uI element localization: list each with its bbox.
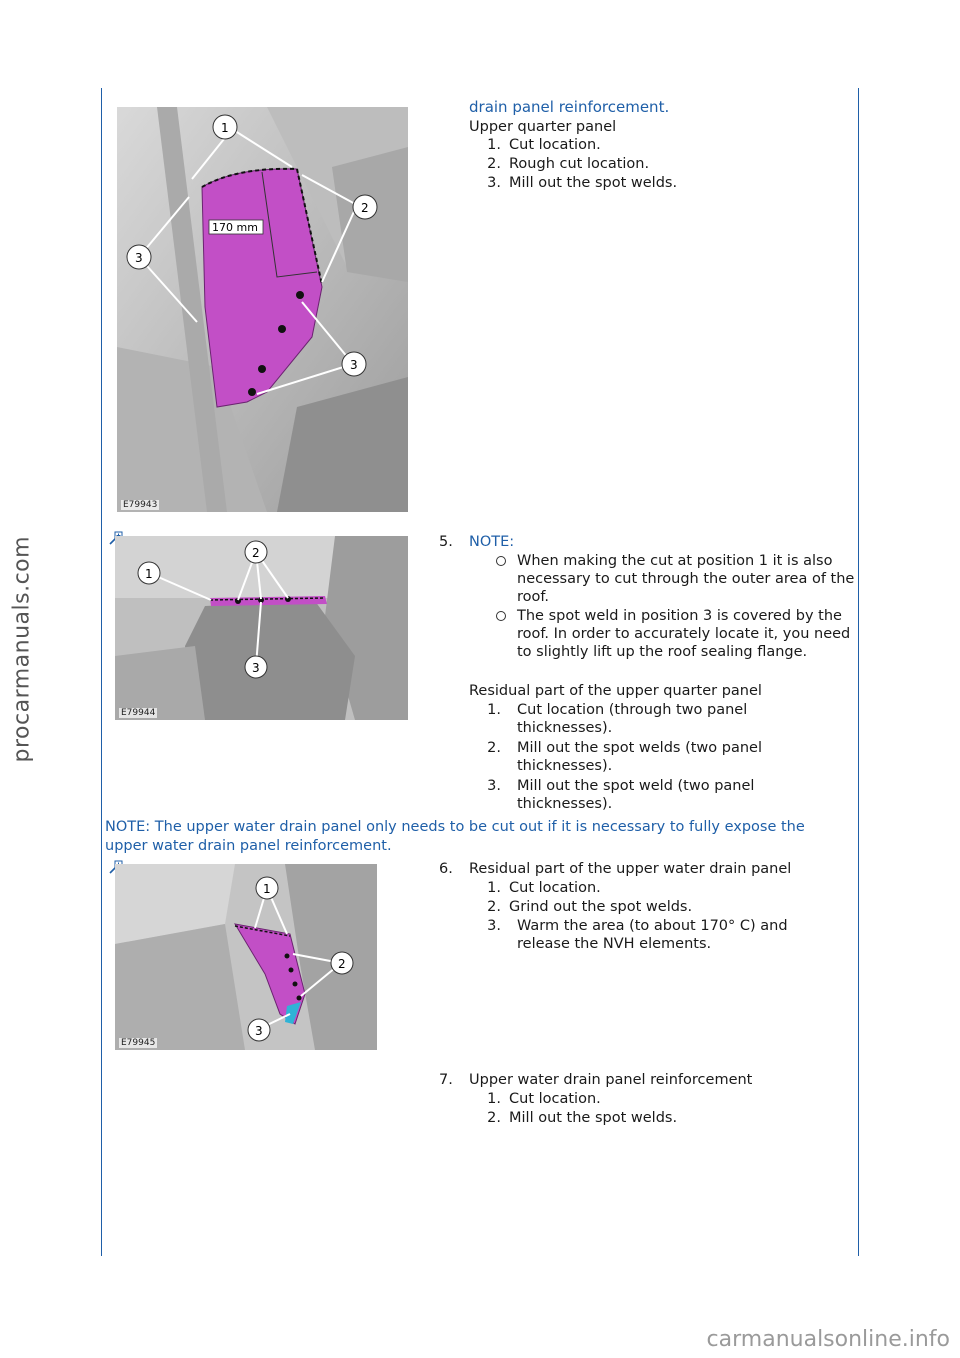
figure-upper-water-drain-panel	[115, 864, 377, 1050]
block1-item-2: 2. Rough cut location.	[487, 156, 650, 172]
svg-text:1: 1	[221, 121, 229, 135]
fig1-callout-3b	[342, 352, 366, 376]
footer-watermark: carmanualsonline.info	[706, 1327, 950, 1352]
fig2-label: E79944	[121, 708, 156, 718]
step5-item-1: 1. Cut location (through two panel thicknesses).	[487, 702, 748, 736]
fig2-callout-3	[245, 656, 267, 678]
svg-text:2: 2	[252, 546, 260, 560]
block1-item-3: 3. Mill out the spot welds.	[487, 175, 678, 191]
step5-title: Residual part of the upper quarter panel	[469, 683, 762, 699]
bullet-marker	[496, 611, 506, 621]
step7-number: 7.	[439, 1072, 453, 1088]
svg-text:1: 1	[263, 882, 271, 896]
side-watermark: procarmanuals.com	[9, 535, 35, 763]
fig2-callout-2	[245, 541, 267, 563]
fig1-label: E79943	[123, 500, 158, 510]
step5-item-3: 3. Mill out the spot weld (two panel thicknesses).	[487, 778, 755, 812]
step5-bullet-2: The spot weld in position 3 is covered by the roof. In order to accurately locate it, you need to slightly lift up the roof sealing flange.	[496, 607, 856, 661]
svg-text:1: 1	[145, 567, 153, 581]
svg-text:3: 3	[135, 251, 143, 265]
fig3-callout-2	[331, 952, 353, 974]
fig1-callout-3a	[127, 245, 151, 269]
figure-upper-quarter-panel	[117, 107, 408, 512]
step7-item-1: 1. Cut location.	[487, 1091, 601, 1107]
step6-number: 6.	[439, 861, 453, 877]
step6-item-1: 1. Cut location.	[487, 880, 601, 896]
svg-text:3: 3	[350, 358, 358, 372]
step5-bullet-1: When making the cut at position 1 it is also necessary to cut through the outer area of the roof.	[496, 552, 856, 606]
svg-text:2: 2	[338, 957, 346, 971]
fig3-label: E79945	[121, 1038, 156, 1048]
step6-item-2: 2. Grind out the spot welds.	[487, 899, 693, 915]
svg-text:3: 3	[252, 661, 260, 675]
step5-note-label: NOTE:	[469, 534, 515, 550]
step7-title: Upper water drain panel reinforcement	[469, 1072, 753, 1088]
note-full-width: NOTE: The upper water drain panel only needs to be cut out if it is necessary to fully expose the upper water drain panel reinforcement.	[105, 819, 805, 854]
right-margin-rule	[858, 88, 859, 1256]
step5-number: 5.	[439, 534, 453, 550]
step5-item-2: 2. Mill out the spot welds (two panel thicknesses).	[487, 740, 762, 774]
block1-item-1: 1. Cut location.	[487, 137, 601, 153]
heading-continued: drain panel reinforcement.	[469, 98, 670, 116]
step7-item-2: 2. Mill out the spot welds.	[487, 1110, 678, 1126]
left-margin-rule	[101, 88, 102, 1256]
fig3-callout-3	[248, 1019, 270, 1041]
figure-residual-quarter-panel	[115, 536, 408, 720]
fig1-dimension: 170 mm	[212, 221, 258, 234]
fig1-callout-2	[353, 195, 377, 219]
fig1-callout-1	[213, 115, 237, 139]
svg-text:2: 2	[361, 201, 369, 215]
fig2-callout-1	[138, 562, 160, 584]
step6-title: Residual part of the upper water drain panel	[469, 861, 792, 877]
svg-text:3: 3	[255, 1024, 263, 1038]
block1-title: Upper quarter panel	[469, 119, 617, 135]
step6-item-3: 3. Warm the area (to about 170° C) and release the NVH elements.	[487, 918, 788, 952]
bullet-marker	[496, 556, 506, 566]
fig3-callout-1	[256, 877, 278, 899]
